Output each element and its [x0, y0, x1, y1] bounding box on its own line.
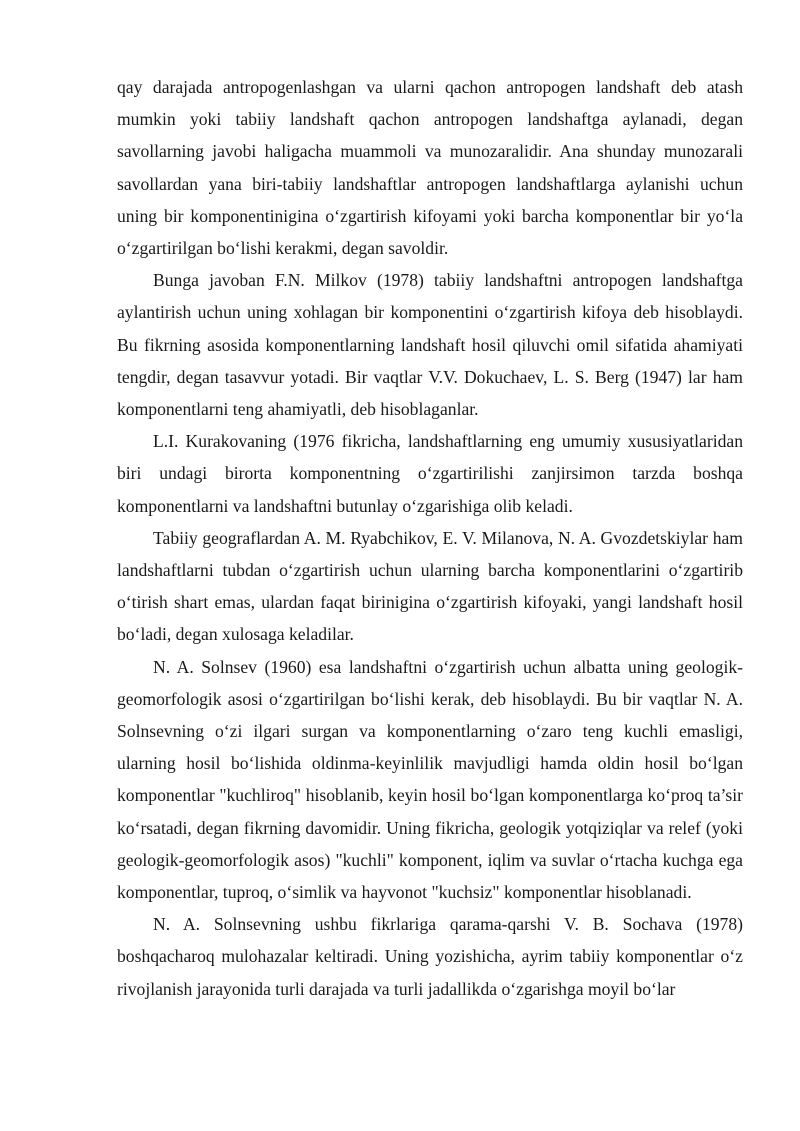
paragraph-6: N. A. Solnsevning ushbu fikrlariga qarama-qarshi V. B. Sochava (1978) boshqacharoq mulohazalar keltiradi. Uning yozishicha, ayrim tabiiy komponentlar o‘z rivojlanish jarayonida turli darajada va turli jadallikda o‘zgarishga moyil bo‘lar	[117, 914, 743, 999]
paragraph-4: Tabiiy geograflardan A. M. Ryabchikov, E. V. Milanova, N. A. Gvozdetskiylar ham landshaftlarni tubdan o‘zgartirish uchun ularning barcha komponentlarini o‘zgartirib o‘tirish shart emas, ulardan faqat birinigina o‘zgartirish kifoyaki, yangi landshaft hosil bo‘ladi, degan xulosaga keladilar.	[117, 527, 743, 645]
paragraph-1: qay darajada antropogenlashgan va ularni qachon antropogen landshaft deb atash mumkin yoki tabiiy landshaft qachon antropogen landshaftga aylanadi, degan savollarning javobi haligacha muammoli va munozaralidir. Ana shunday munozarali savollardan yana biri-tabiiy landshaftlar antropogen landshaftlarga aylanishi uchun uning bir komponentinigina o‘zgartirish kifoyami yoki barcha komponentlar bir yo‘la o‘zgartirilgan bo‘lishi kerakmi, degan savoldir.	[117, 77, 743, 259]
paragraph-5: N. A. Solnsev (1960) esa landshaftni o‘zgartirish uchun albatta uning geologik-geomorfologik asosi o‘zgartirilgan bo‘lishi kerak, deb hisoblaydi. Bu bir vaqtlar N. A. Solnsevning o‘zi ilgari surgan va komponentlarning o‘zaro teng kuchli emasligi, ularning hosil bo‘lishida oldinma-keyinlilik mavjudligi hamda oldin hosil bo‘lgan komponentlar "kuchliroq" hisoblanib, keyin hosil bo‘lgan komponentlarga ko‘proq ta’sir ko‘rsatadi, degan fikrning davomidir. Uning fikricha, geologik yotqiziqlar va relef (yoki geologik-geomorfologik asos) "kuchli" komponent, iqlim va suvlar o‘rtacha kuchga ega komponentlar, tuproq, o‘simlik va hayvonot "kuchsiz" komponentlar hisoblanadi.	[117, 656, 743, 903]
paragraph-2: Bunga javoban F.N. Milkov (1978) tabiiy landshaftni antropogen landshaftga aylantirish uchun uning xohlagan bir komponentini o‘zgartirish kifoya deb hisoblaydi. Bu fikrning asosida komponentlarning landshaft hosil qiluvchi omil sifatida ahamiyati tengdir, degan tasavvur yotadi. Bir vaqtlar V.V. Dokuchaev, L. S. Berg (1947) lar ham komponentlarni teng ahamiyatli, deb hisoblaganlar.	[117, 270, 743, 420]
document-body	[117, 71, 743, 1005]
paragraph-3: L.I. Kurakovaning (1976 fikricha, landshaftlarning eng umumiy xususiyatlaridan biri undagi birorta komponentning o‘zgartirilishi zanjirsimon tarzda boshqa komponentlarni va landshaftni butunlay o‘zgarishiga olib keladi.	[117, 431, 743, 516]
